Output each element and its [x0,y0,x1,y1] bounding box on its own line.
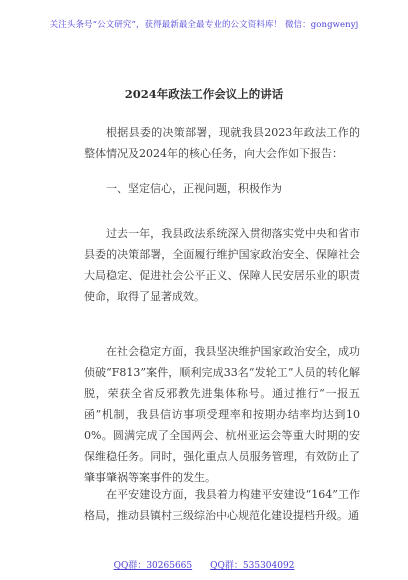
paragraph-intro: 根据县委的决策部署，现就我县2023年政法工作的整体情况及2024年的核心任务，向大会作如下报告： [84,126,360,160]
footer-qq-group-2: QQ群：535304092 [210,561,295,571]
header-promo-note: 关注头条号“公文研究”，获得最新最全最专业的公文资料库！ 微信：gongwenyj [49,20,359,30]
paragraph-social-stability: 在社会稳定方面，我县坚决维护国家政治安全，成功侦破“F813”案件，顺利完成33名“发轮工”人员的转化解脱，荣获全省反邪教先进集体称号。通过推行“一报五函”机制，我县信访事项受理率和按期办结率均达到100%。圆满完成了全国两会、杭州亚运会等重大时期的安保维稳任务。同时，强化重点人员服务管理，有效防止了肇事肇祸等案事件的发生。 [84,345,360,484]
section-heading-1: 一、坚定信心，正视问题，积极作为 [106,182,282,195]
paragraph-safety-construction: 在平安建设方面，我县着力构建平安建设“164”工作格局，推动县镇村三级综治中心规范化建设提档升级。通 [84,488,360,522]
footer-qq-group-1: QQ群：30265665 [113,561,193,571]
footer-contact [0,558,408,571]
document-title: 2024年政法工作会议上的讲话 [124,87,284,101]
paragraph-review: 过去一年，我县政法系统深入贯彻落实党中央和省市县委的决策部署，全面履行维护国家政治安全、保障社会大局稳定、促进社会公平正义、保障人民安居乐业的职责使命，取得了显著成效。 [84,227,360,303]
